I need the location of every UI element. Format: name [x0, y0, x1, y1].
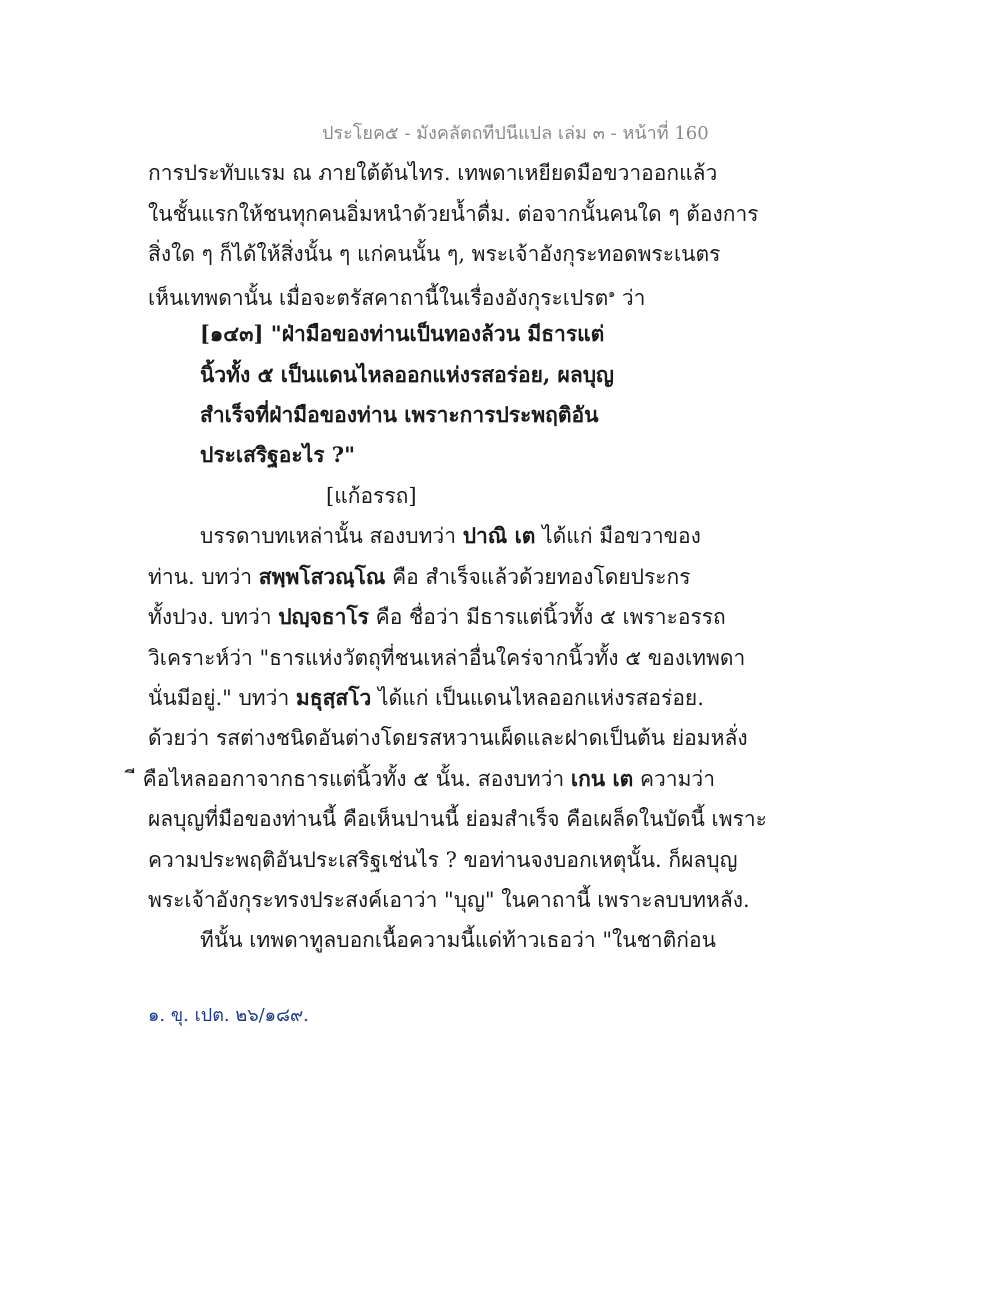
term-sabbasovanno: สพฺพโสวณฺโณ: [258, 564, 386, 589]
body-line-1-c: ได้แก่ มือขวาของ: [535, 524, 701, 548]
body-line-6: ด้วยว่า รสต่างชนิดอันต่างโดยรสหวานเผ็ดและฝาดเป็นต้น ย่อมหลั่ง: [148, 726, 748, 750]
verse-line-1: [๑๔๓] "ฝ่ามือของท่านเป็นทองล้วน มีธารแต่: [200, 321, 605, 346]
verse-line-2: นิ้วทั้ง ๕ เป็นแดนไหลออกแห่งรสอร่อย, ผลบุญ: [200, 362, 614, 387]
intro-line-4-end: ว่า: [615, 286, 646, 310]
body-line-7: [136, 764, 715, 794]
intro-line-4-text: เห็นเทพดานั้น เมื่อจะตรัสคาถานี้ในเรื่องอังกุระเปรต: [148, 286, 609, 310]
body-line-2: [148, 562, 691, 592]
body-line-5-a: นั่นมีอยู่." บทว่า: [148, 686, 296, 710]
term-kena-te: เกน เต: [570, 766, 634, 791]
body-line-7-c: ความว่า: [633, 767, 715, 791]
body-line-3-c: คือ ชื่อว่า มีธารแต่นิ้วทั้ง ๕ เพราะอรรถ: [368, 605, 726, 629]
body-line-3: [148, 602, 726, 632]
body-line-8: ผลบุญที่มือของท่านนี้ คือเห็นปานนี้ ย่อมสำเร็จ คือเผล็ดในบัดนี้ เพราะ: [148, 807, 767, 831]
intro-line-1: การประทับแรม ณ ภายใต้ต้นไทร. เทพดาเหยียดมือขวาออกแล้ว: [148, 161, 718, 185]
intro-line-2: ในชั้นแรกให้ชนทุกคนอิ่มหนำด้วยน้ำดื่ม. ต่อจากนั้นคนใด ๆ ต้องการ: [148, 202, 759, 226]
body-line-5-c: ได้แก่ เป็นแดนไหลออกแห่งรสอร่อย.: [371, 686, 704, 710]
page-header: ประโยค๕ - มังคลัตถทีปนีแปล เล่ม ๓ - หน้าที่ 160: [322, 123, 709, 144]
intro-line-4: [148, 279, 645, 313]
body-line-3-a: ทั้งปวง. บทว่า: [148, 605, 279, 629]
intro-line-3: สิ่งใด ๆ ก็ได้ให้สิ่งนั้น ๆ แก่คนนั้น ๆ, พระเจ้าอังกุระทอดพระเนตร: [148, 242, 721, 266]
term-pani-te: ปาณิ เต: [462, 523, 536, 548]
body-line-2-a: ท่าน. บทว่า: [148, 565, 259, 589]
term-pancadharo: ปญฺจธาโร: [278, 604, 369, 629]
footnote: ๑. ขุ. เปต. ๒๖/๑๘๙.: [148, 1005, 309, 1026]
body-line-1-a: บรรดาบทเหล่านั้น สองบทว่า: [200, 524, 463, 548]
verse-line-4: ประเสริฐอะไร ?": [200, 442, 356, 467]
body-line-11: ทีนั้น เทพดาทูลบอกเนื้อความนี้แด่ท้าวเธอว่า "ในชาติก่อน: [200, 928, 716, 952]
body-line-1: [200, 521, 701, 551]
footnote-mark: ๑: [608, 287, 616, 300]
body-line-10: พระเจ้าอังกุระทรงประสงค์เอาว่า "บุญ" ในคาถานี้ เพราะลบบทหลัง.: [148, 888, 750, 912]
body-line-7-a: ี คือไหลออกาจากธารแต่นิ้วทั้ง ๕ นั้น. สองบทว่า: [136, 767, 571, 791]
body-line-4: วิเคราะห์ว่า "ธารแห่งวัตถุที่ชนเหล่าอื่นใคร่จากนิ้วทั้ง ๕ ของเทพดา: [148, 646, 746, 670]
verse-line-3: สำเร็จที่ฝ่ามือของท่าน เพราะการประพฤติอัน: [200, 402, 599, 427]
body-line-5: [148, 683, 704, 713]
body-line-2-c: คือ สำเร็จแล้วด้วยทองโดยประกร: [385, 565, 691, 589]
body-line-9: ความประพฤติอันประเสริฐเช่นไร ? ขอท่านจงบอกเหตุนั้น. ก็ผลบุญ: [148, 848, 738, 872]
section-title: [แก้อรรถ]: [326, 484, 417, 508]
term-madhussavo: มธุสฺสโว: [295, 685, 372, 710]
